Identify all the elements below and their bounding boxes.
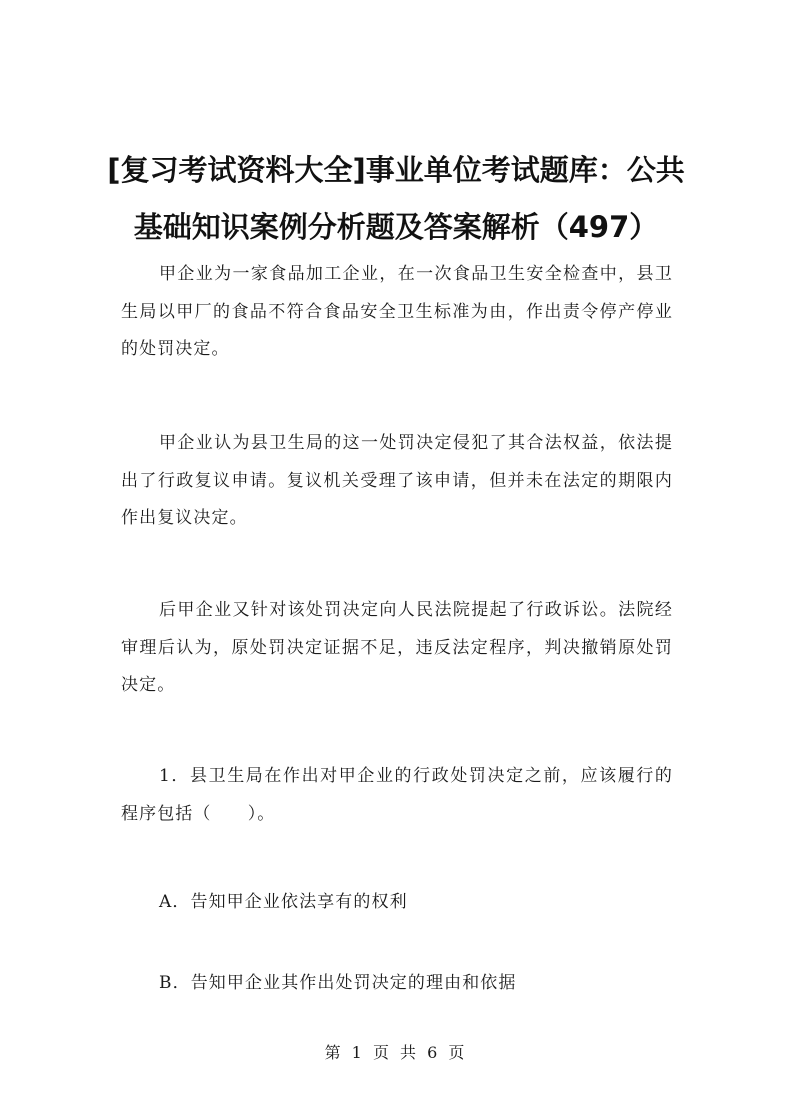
paragraph-case-background: 甲企业为一家食品加工企业，在一次食品卫生安全检查中，县卫生局以甲厂的食品不符合食品安全卫生标准为由，作出责令停产停业的处罚决定。 [121, 264, 673, 359]
option-b: B．告知甲企业其作出处罚决定的理由和依据 [159, 973, 517, 993]
option-a: A．告知甲企业依法享有的权利 [159, 892, 408, 912]
paragraph-litigation: 后甲企业又针对该处罚决定向人民法院提起了行政诉讼。法院经审理后认为，原处罚决定证据不足，违反法定程序，判决撤销原处罚决定。 [121, 600, 673, 695]
page-footer: 第 1 页 共 6 页 [324, 1043, 468, 1062]
document-title: [复习考试资料大全]事业单位考试题库：公共基础知识案例分析题及答案解析（497） [107, 153, 685, 244]
paragraph-review-application: 甲企业认为县卫生局的这一处罚决定侵犯了其合法权益，依法提出了行政复议申请。复议机关受理了该申请，但并未在法定的期限内作出复议决定。 [121, 433, 673, 528]
question-1: 1．县卫生局在作出对甲企业的行政处罚决定之前，应该履行的程序包括（ ）。 [121, 766, 673, 824]
